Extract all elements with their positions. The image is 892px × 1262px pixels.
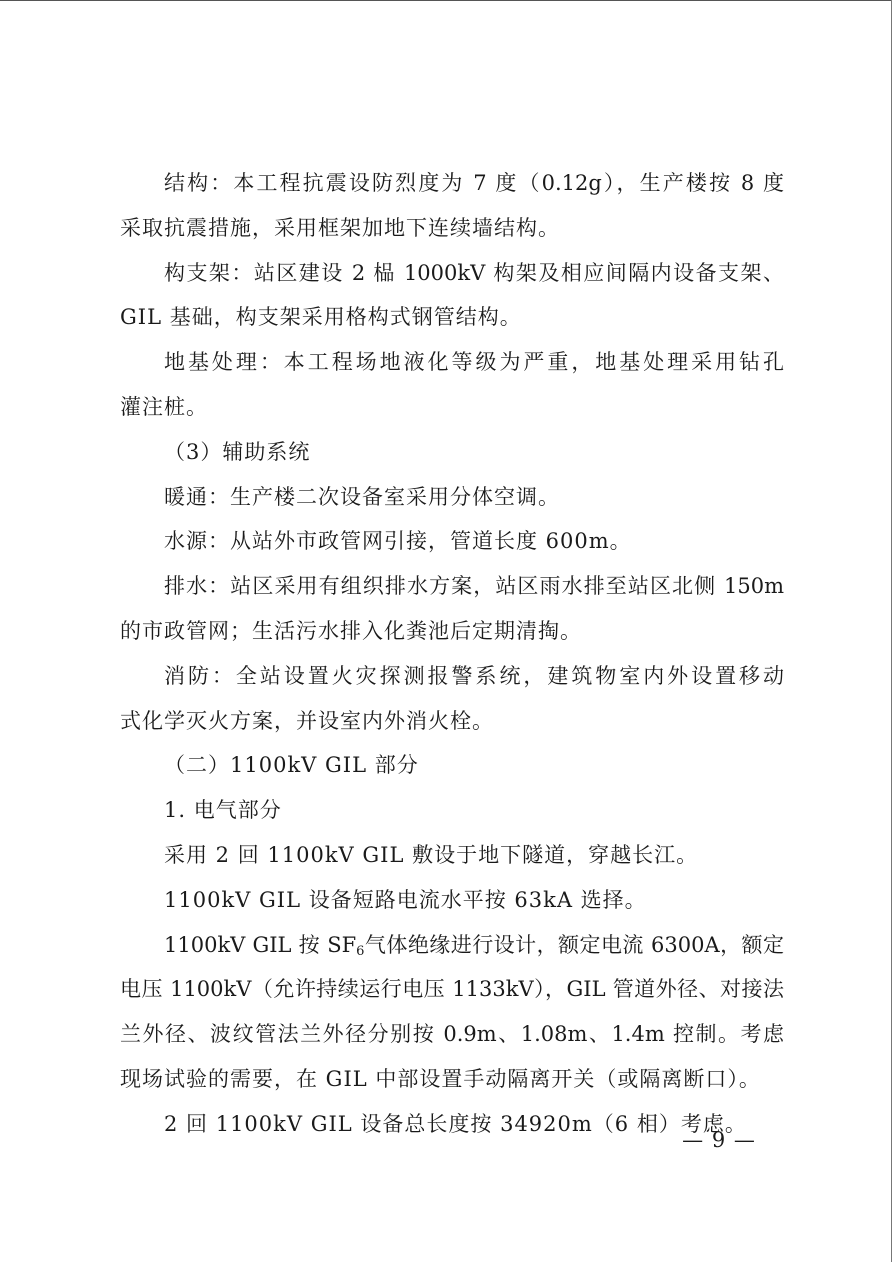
- subscript: 6: [356, 943, 365, 959]
- text-line: 式化学灭火方案，并设室内外消火栓。: [120, 708, 494, 733]
- section-heading-gil: （二）1100kV GIL 部分: [164, 753, 419, 778]
- document-body: [120, 161, 784, 1147]
- text-line: 电压 1100kV（允许持续运行电压 1133kV），GIL 管道外径、对接法: [120, 977, 784, 1002]
- page-number: — 9 —: [682, 1128, 756, 1152]
- paragraph-gil-design: [120, 923, 784, 1102]
- page-top-edge: [0, 0, 892, 1]
- text-line: [120, 923, 784, 968]
- paragraph-hvac: 暖通：生产楼二次设备室采用分体空调。: [164, 484, 560, 509]
- text-line: 消防：全站设置火灾探测报警系统，建筑物室内外设置移动: [164, 663, 784, 688]
- paragraph-fire: [120, 654, 784, 744]
- paragraph-foundation: [120, 340, 784, 430]
- paragraph-gil-short-circuit: 1100kV GIL 设备短路电流水平按 63kA 选择。: [164, 887, 647, 912]
- paragraph-frame: [120, 251, 784, 341]
- paragraph-gil-length: 2 回 1100kV GIL 设备总长度按 34920m（6 相）考虑。: [164, 1111, 747, 1136]
- text-line: 兰外径、波纹管法兰外径分别按 0.9m、1.08m、1.4m 控制。考虑: [120, 1022, 784, 1047]
- text-span: 气体绝缘进行设计，额定电流 6300A，额定: [364, 932, 784, 957]
- text-line: GIL 基础，构支架采用格构式钢管结构。: [120, 305, 522, 330]
- text-span: 1100kV GIL 按 SF: [164, 932, 357, 957]
- text-line: 灌注桩。: [120, 394, 208, 419]
- paragraph-structure: [120, 161, 784, 251]
- section-heading-auxiliary: （3）辅助系统: [164, 439, 311, 464]
- text-line: 采取抗震措施，采用框架加地下连续墙结构。: [120, 215, 560, 240]
- text-line: 结构：本工程抗震设防烈度为 7 度（0.12g），生产楼按 8 度: [164, 171, 784, 195]
- text-line: 构支架：站区建设 2 榀 1000kV 构架及相应间隔内设备支架、: [164, 260, 784, 285]
- paragraph-water: 水源：从站外市政管网引接，管道长度 600m。: [164, 529, 632, 554]
- subsection-heading-electrical: 1. 电气部分: [164, 798, 282, 823]
- paragraph-gil-route: 采用 2 回 1100kV GIL 敷设于地下隧道，穿越长江。: [164, 842, 699, 867]
- text-line: 的市政管网；生活污水排入化粪池后定期清掏。: [120, 618, 582, 643]
- paragraph-drainage: [120, 564, 784, 654]
- text-line: 地基处理：本工程场地液化等级为严重，地基处理采用钻孔: [164, 350, 784, 375]
- text-line: 现场试验的需要，在 GIL 中部设置手动隔离开关（或隔离断口）。: [120, 1066, 761, 1091]
- text-line: 排水：站区采用有组织排水方案，站区雨水排至站区北侧 150m: [164, 574, 784, 599]
